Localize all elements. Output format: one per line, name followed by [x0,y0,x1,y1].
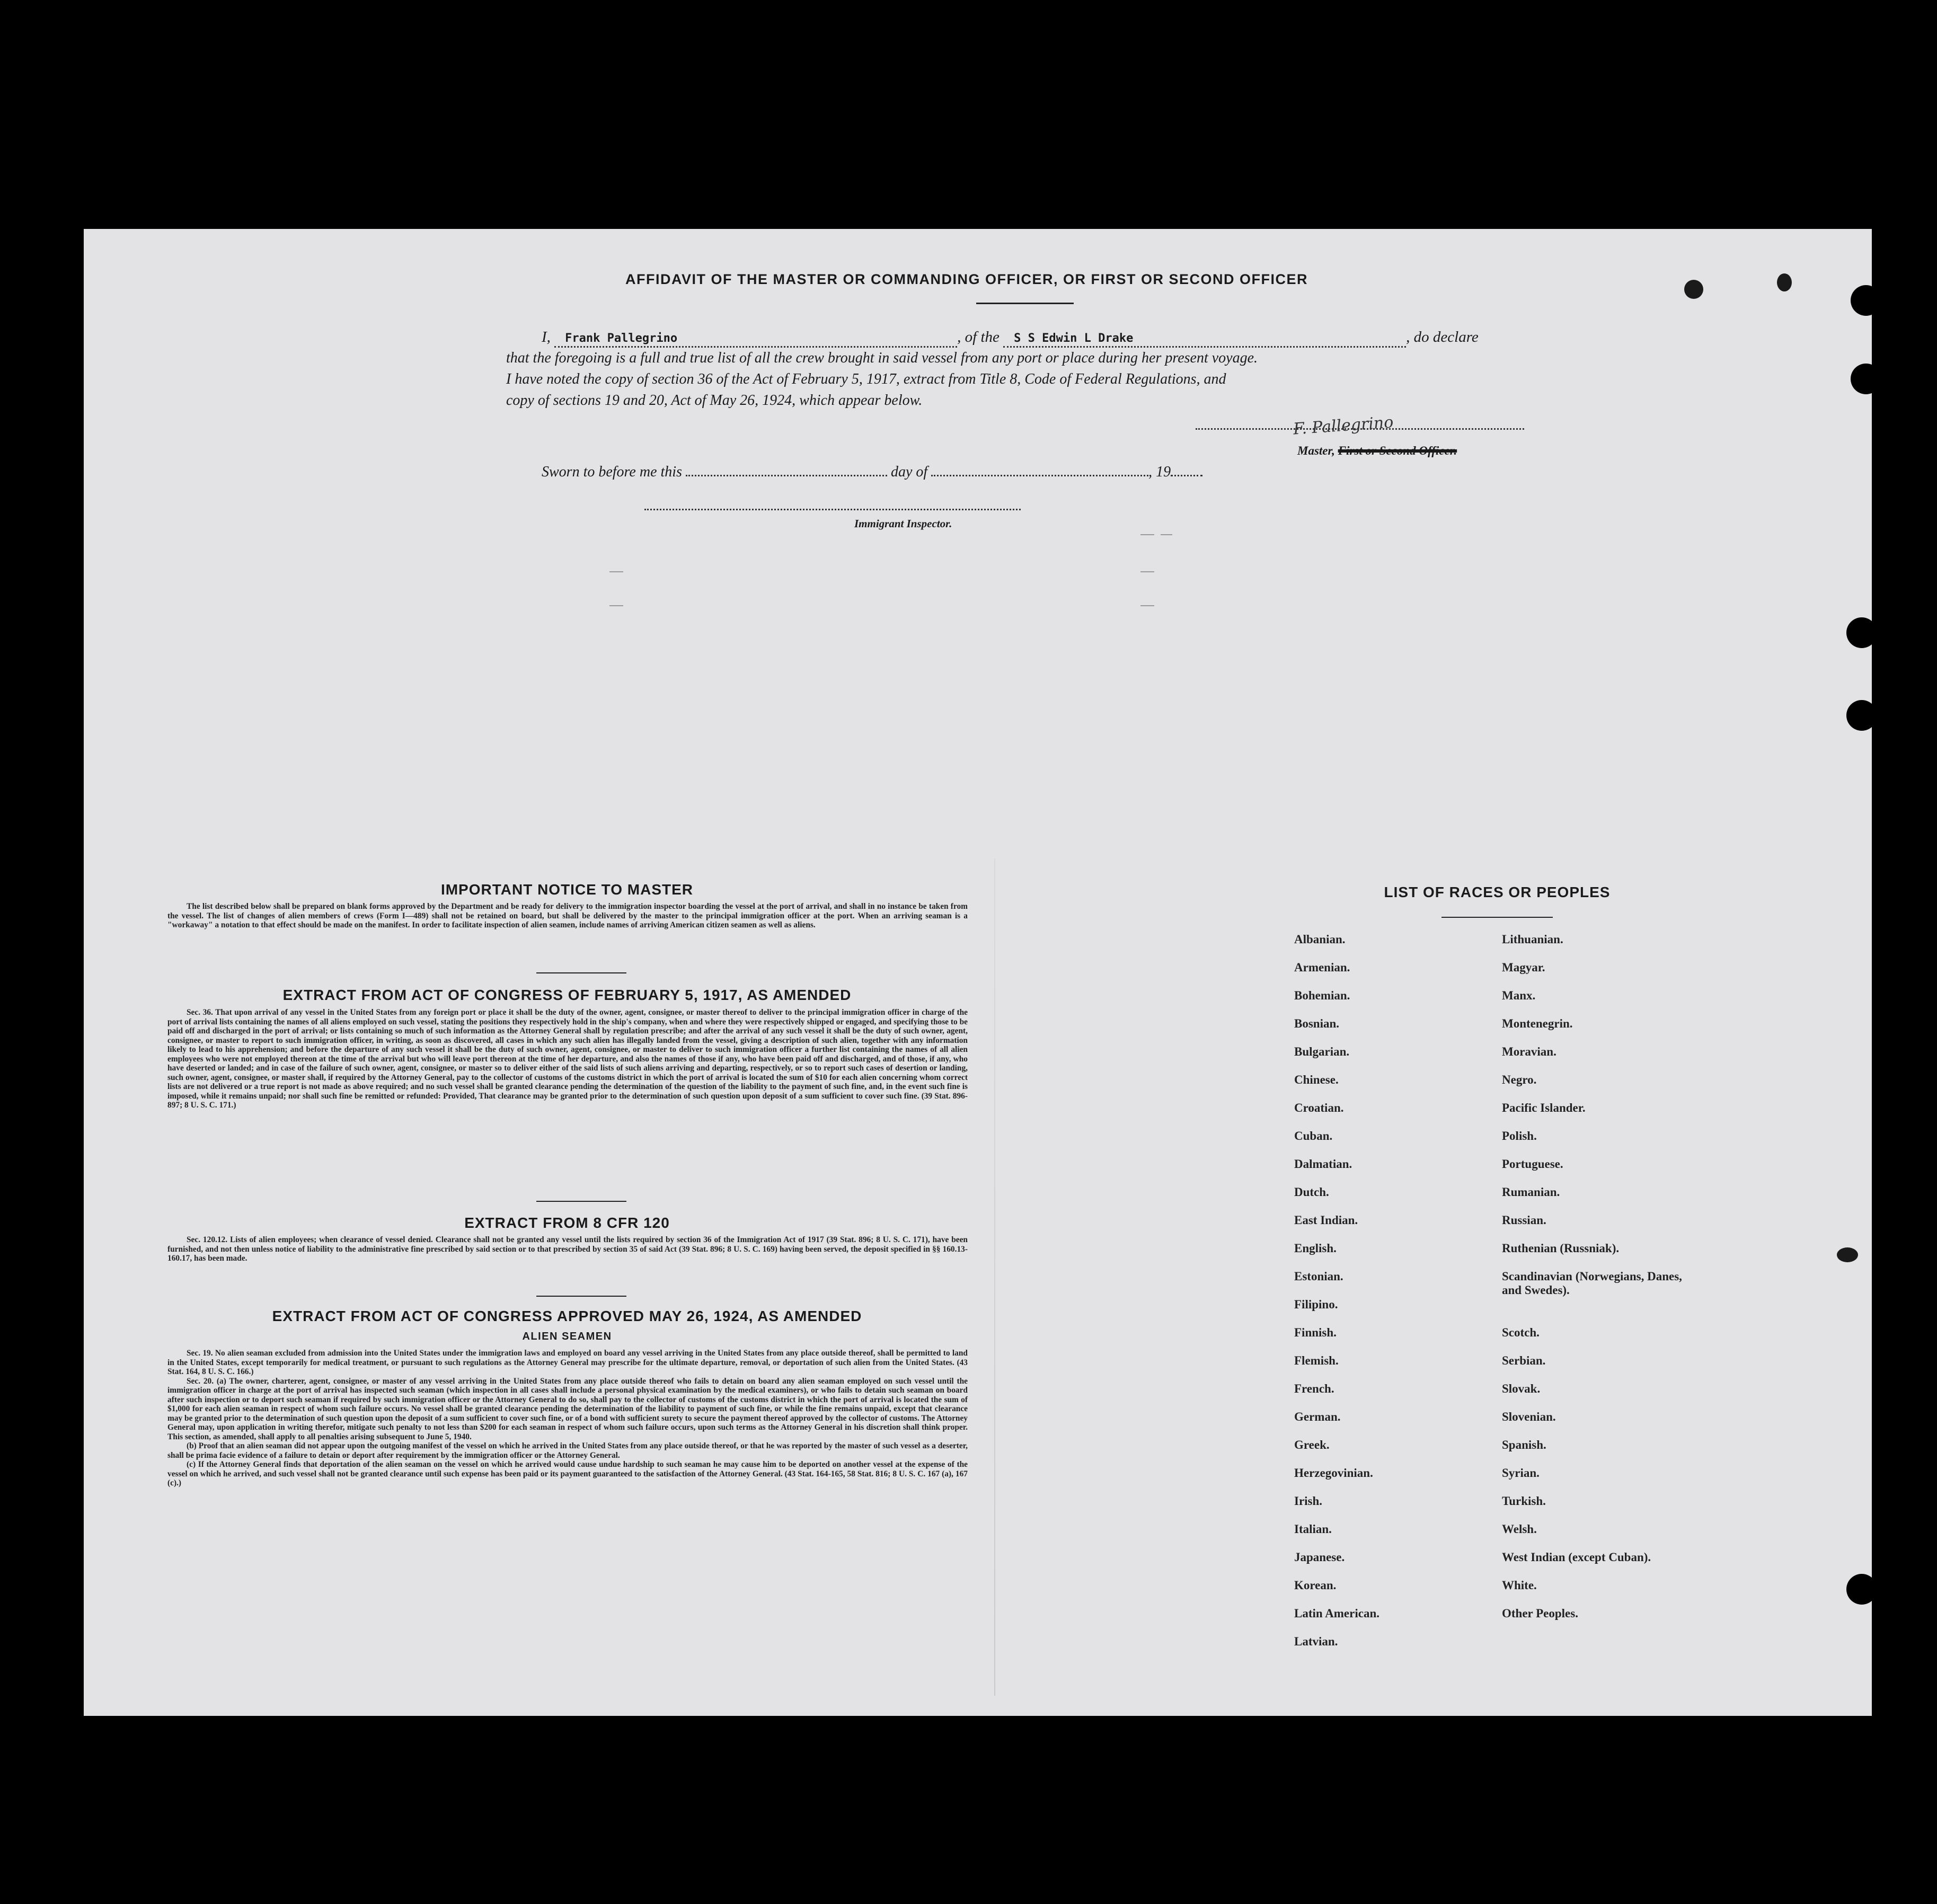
race-item: Armenian. [1294,961,1350,974]
race-item: Dutch. [1294,1185,1329,1199]
race-item: West Indian (except Cuban). [1502,1551,1651,1564]
sec20c-text: (c) If the Attorney General finds that deportation of the alien seaman on the vessel on which he arrived would cause undue hardship to such seaman he may cause him to be deported on another vessel at the expense of the vessel on which he arrived, and such vessel shall not be granted clearance until such expense has been paid or its payment guaranteed to the satisfaction of the Attorney General. (43 Stat. 164-165, 58 Stat. 816; 8 U. S. C. 167 (a), 167 (c).) [167,1460,968,1487]
section-rule [536,1296,626,1297]
title-rule [976,303,1074,304]
race-item: Bosnian. [1294,1017,1340,1030]
inspector-label: Immigrant Inspector. [854,517,952,530]
race-item: Finnish. [1294,1326,1337,1339]
race-item: Welsh. [1502,1522,1537,1536]
notice-body [167,902,968,930]
sworn-line [542,464,1202,481]
race-item: Chinese. [1294,1073,1339,1086]
race-item: Ruthenian (Russniak). [1502,1242,1620,1255]
race-item: Other Peoples. [1502,1607,1578,1620]
extract-cfr-body [167,1235,968,1263]
race-item: Cuban. [1294,1129,1333,1143]
sec19-text: Sec. 19. No alien seaman excluded from admission into the United States under the immigration laws and employed on board any vessel arriving in the United States from any place outside thereof, shall be permitted to land in the United States, except temporarily for medical treatment, or pursuant to such regulations as the Attorney General may prescribe for the ultimate departure, removal, or deportation of such alien from the United States. (43 Stat. 164, 8 U. S. C. 166.) [167,1349,968,1376]
race-item: Flemish. [1294,1354,1339,1367]
race-item: Latvian. [1294,1635,1338,1648]
section-rule [536,1201,626,1202]
race-item: Negro. [1502,1073,1537,1086]
race-item: Scandinavian (Norwegians, Danes, and Swedes). [1502,1270,1682,1297]
race-item: English. [1294,1242,1337,1255]
race-item: Russian. [1502,1214,1546,1227]
race-item: Syrian. [1502,1466,1540,1480]
race-item: Turkish. [1502,1494,1546,1508]
race-item: Latin American. [1294,1607,1379,1620]
notice-text: The list described below shall be prepared on blank forms approved by the Department and be ready for delivery to the immigration inspector boarding the vessel at the port of arrival, and shall in no instance be taken from the vessel. The list of changes of alien members of crews (Form I—489) shall not be retained on board, but shall be delivered by the master to the principal immigration officer at the port. When an arriving seaman is a "workaway" a notation to that effect should be made on the manifest. In order to facilitate inspection of alien seamen, include names of arriving American citizen seamen as well as aliens. [167,902,968,929]
race-item: Korean. [1294,1579,1337,1592]
pre-name-text: I, [542,329,551,346]
sec20b-text: (b) Proof that an alien seaman did not appear upon the outgoing manifest of the vessel on which he arrived in the United States from any place outside thereof, or that he was reported by the master of such vessel as a deserter, shall be prima facie evidence of a failure to detain or deport after requirement by the immigration officer or the Attorney General. [167,1441,968,1460]
race-item: Slovak. [1502,1382,1541,1395]
extract-cfr-title: EXTRACT FROM 8 CFR 120 [464,1215,670,1231]
race-item: Dalmatian. [1294,1157,1352,1171]
inspector-line [644,509,1021,510]
races-rule [1441,917,1553,918]
punch-hole [1846,1574,1877,1605]
race-item: German. [1294,1410,1341,1423]
race-item: Croatian. [1294,1101,1344,1114]
race-item: Moravian. [1502,1045,1556,1058]
sec36-text: Sec. 36. That upon arrival of any vessel in the United States from any foreign port or place it shall be the duty of the owner, agent, consignee, or master thereof to deliver to the principal immigration officer in charge of the port of arrival lists containing the names of all aliens employed on such vessel, stating the positions they respectively hold in the ship's company, when and where they were respectively shipped or engaged, and specifying those to be paid off and discharged in the port of arrival; or lists containing so much of such information as the Attorney General shall by regulation prescribe; and after the arrival of any such vessel it shall be the duty of such owner, agent, consignee, or master to report to such immigration officer, in writing, as soon as discovered, all cases in which any such alien has illegally landed from the vessel, giving a description of such alien, together with any information likely to lead to his apprehension; and before the departure of any such vessel it shall be the duty of such owner, agent, consignee, or master to deliver to such immigration officer a further list containing the names of all alien employees who were not employed thereon at the time of the arrival but who will leave port thereon at the time of her departure, and also the names of those if any, who have been paid off and discharged, and of those, if any, who have deserted or landed; and in case of the failure of such owner, agent, consignee, or master so to deliver either of the said lists of such aliens arriving and departing, respectively, or so to report such cases of desertion or landing, such owner, agent, consignee, or master shall, if required by the Attorney General, pay to the collector of customs of the customs district in which the port of arrival is located the sum of $10 for each alien concerning whom correct lists are not delivered or a true report is not made as above required; and no such vessel shall be granted clearance pending the determination of the question of the liability to the payment of such fine, and, in the event such fine is imposed, while it remains unpaid; nor shall such fine be remitted or refunded: Provided, That clearance may be granted prior to the determination of such question upon deposit of a sum sufficient to cover such fine. (39 Stat. 896-897; 8 U. S. C. 171.) [167,1008,968,1110]
signer-title-struck: First or Second Officer. [1338,444,1457,457]
punch-hole [1851,285,1881,316]
day-of-text: day of [890,464,928,480]
section-rule [536,972,626,973]
race-item: Bulgarian. [1294,1045,1350,1058]
declaration-line-4: copy of sections 19 and 20, Act of May 26, 1924, which appear below. [506,392,923,409]
race-item: Herzegovinian. [1294,1466,1373,1480]
race-item: French. [1294,1382,1334,1395]
sec20a-text: Sec. 20. (a) The owner, charterer, agent, consignee, or master of any vessel arriving in the United States from any place outside thereof who fails to detain on board any alien seaman employed on such vessel until the immigration officer in charge at the port of arrival has inspected such seaman (which inspection in all cases shall include a personal physical examination by the medical examiners), or who fails to detain such seaman on board after such inspection or to deport such seaman if required by such immigration officer or the Attorney General to do so, shall pay to the collector of customs of the customs district in which the port of arrival is located the sum of $1,000 for each alien seaman in respect of whom such failure occurs. No vessel shall be granted clearance pending the determination of the liability to payment of such fine, or while the fine remains unpaid, except that clearance may be granted prior to the determination of such question upon the deposit of a sum sufficient to cover such fine, or of a bond with sufficient surety to secure the payment thereof approved by the collector of customs. The Attorney General may, upon application in writing therefor, mitigate such penalty to not less than $200 for each seaman in respect of whom such failure occurs, upon such terms as the Attorney General in his discretion shall think proper. This section, as amended, shall apply to all penalties arising subsequent to June 5, 1940. [167,1376,968,1441]
extract-1924-body [167,1349,968,1488]
vessel-name: S S Edwin L Drake [1014,332,1134,345]
fold-crease [994,858,995,1696]
race-item: Albanian. [1294,933,1346,946]
race-item: Magyar. [1502,961,1545,974]
race-item: Spanish. [1502,1438,1546,1451]
race-item: Rumanian. [1502,1185,1560,1199]
notice-title: IMPORTANT NOTICE TO MASTER [440,881,694,898]
do-declare-text: , do declare [1406,329,1479,346]
race-item: Bohemian. [1294,989,1350,1002]
race-item: Manx. [1502,989,1536,1002]
ink-speck [1684,280,1703,299]
race-item: Slovenian. [1502,1410,1556,1423]
ink-speck [1837,1247,1858,1262]
year-text: , 19 [1148,464,1171,480]
sworn-text: Sworn to before me this [542,464,682,480]
race-item: Lithuanian. [1502,933,1563,946]
race-item: Japanese. [1294,1551,1345,1564]
races-title: LIST OF RACES OR PEOPLES [1384,884,1611,900]
punch-hole [1846,700,1877,731]
ink-speck [1777,273,1792,291]
race-item: Portuguese. [1502,1157,1563,1171]
master-name: Frank Pallegrino [565,332,678,345]
punch-hole [1851,364,1881,394]
race-item: Scotch. [1502,1326,1540,1339]
master-signature: F. Pallegrino [1293,413,1394,439]
race-item: Greek. [1294,1438,1330,1451]
extract-1924-title: EXTRACT FROM ACT OF CONGRESS APPROVED MAY 26, 1924, AS AMENDED [272,1308,862,1324]
race-item: Filipino. [1294,1298,1338,1311]
affidavit-title: AFFIDAVIT OF THE MASTER OR COMMANDING OFFICER, OR FIRST OR SECOND OFFICER [625,271,1308,287]
extract-1917-body [167,1008,968,1110]
alien-seamen-subtitle: ALIEN SEAMEN [522,1331,612,1342]
race-item: Polish. [1502,1129,1537,1143]
race-item: Irish. [1294,1494,1323,1508]
declaration-line-1 [542,329,1479,348]
of-the-text: , of the [957,329,1000,346]
sec120-text: Sec. 120.12. Lists of alien employees; when clearance of vessel denied. Clearance shall not be granted any vessel until the lists required by section 36 of the Immigration Act of 1917 (39 Stat. 896; 8 U. S. C. 171), have been furnished, and not then unless notice of liability to the administrative fine prescribed by said section or to that prescribed by section 35 of said Act (39 Stat. 896; 8 U. S. C. 169) having been served, the deposit specified in §§ 160.13-160.17, has been made. [167,1235,968,1263]
declaration-line-2: that the foregoing is a full and true list of all the crew brought in said vessel from any port or place during her present voyage. [506,350,1258,366]
race-item: White. [1502,1579,1537,1592]
race-item: Estonian. [1294,1270,1343,1283]
race-item: Montenegrin. [1502,1017,1573,1030]
punch-hole [1846,617,1877,648]
race-item: Serbian. [1502,1354,1546,1367]
race-item: Pacific Islander. [1502,1101,1586,1114]
signer-title-master: Master, [1297,444,1335,457]
race-item: East Indian. [1294,1214,1358,1227]
race-item: Italian. [1294,1522,1332,1536]
declaration-line-3: I have noted the copy of section 36 of the Act of February 5, 1917, extract from Title 8, Code of Federal Regulations, and [506,371,1226,387]
signer-title [1297,444,1457,458]
extract-1917-title: EXTRACT FROM ACT OF CONGRESS OF FEBRUARY 5, 1917, AS AMENDED [282,987,852,1003]
